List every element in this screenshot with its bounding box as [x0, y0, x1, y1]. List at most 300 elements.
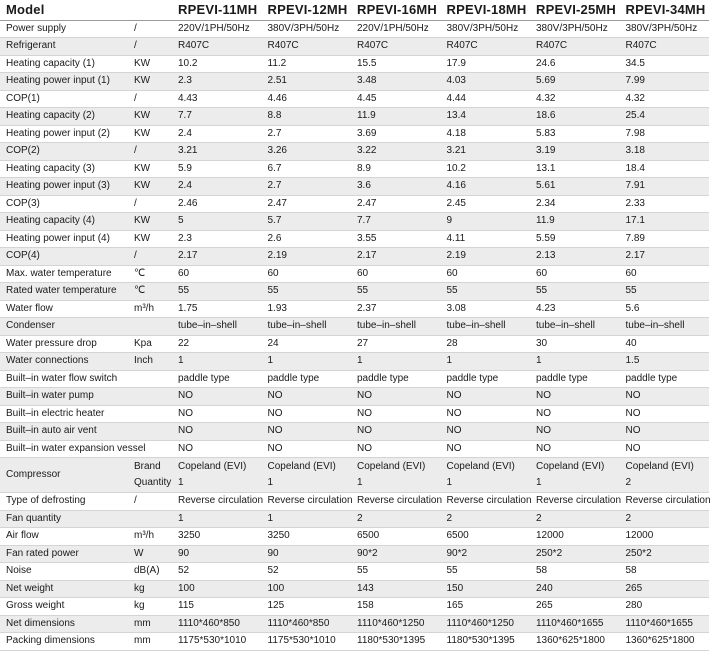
cell-value: NO — [351, 440, 441, 458]
cell-value: 2.13 — [530, 248, 620, 266]
table-row — [0, 528, 709, 546]
row-unit: m³/h — [128, 528, 172, 546]
cell-value: 60 — [172, 265, 262, 283]
row-unit: Kpa — [128, 335, 172, 353]
cell-value: 1.75 — [172, 300, 262, 318]
cell-value: Reverse circulation — [620, 493, 710, 511]
row-unit-brand: Brand — [134, 461, 161, 472]
cell-value: 380V/3PH/50Hz — [441, 20, 531, 38]
cell-value: 5.83 — [530, 125, 620, 143]
cell-value: 1110*460*1250 — [351, 615, 441, 633]
cell-value: Reverse circulation — [351, 493, 441, 511]
row-label: Heating power input (2) — [0, 125, 128, 143]
cell-value: NO — [262, 440, 352, 458]
cell-value: NO — [620, 405, 710, 423]
row-label: COP(4) — [0, 248, 128, 266]
cell-value: 240 — [530, 580, 620, 598]
row-label: Built–in auto air vent — [0, 423, 128, 441]
cell-value: 8.9 — [351, 160, 441, 178]
row-label: Net weight — [0, 580, 128, 598]
cell-value: NO — [441, 405, 531, 423]
cell-value: tube–in–shell — [441, 318, 531, 336]
cell-value: 1110*460*850 — [172, 615, 262, 633]
table-row — [0, 545, 709, 563]
cell-value: 2.37 — [351, 300, 441, 318]
cell-value: 4.23 — [530, 300, 620, 318]
cell-value: Reverse circulation — [172, 493, 262, 511]
cell-value-brand: Copeland (EVI) — [178, 461, 247, 472]
row-label: Fan quantity — [0, 510, 128, 528]
cell-value: 90*2 — [351, 545, 441, 563]
cell-value: 90 — [262, 545, 352, 563]
cell-value: 40 — [620, 335, 710, 353]
cell-value: paddle type — [351, 370, 441, 388]
cell-value: NO — [351, 405, 441, 423]
cell-value: 2 — [620, 510, 710, 528]
cell-value: 52 — [172, 563, 262, 581]
table-row — [0, 458, 709, 493]
cell-value: 1110*460*850 — [262, 615, 352, 633]
table-row — [0, 108, 709, 126]
cell-value: 1180*530*1395 — [441, 633, 531, 651]
cell-value: 5.6 — [620, 300, 710, 318]
cell-value: 2.3 — [172, 230, 262, 248]
cell-value: 90 — [172, 545, 262, 563]
cell-value: 5.61 — [530, 178, 620, 196]
cell-value: 2.7 — [262, 178, 352, 196]
cell-value: 3.48 — [351, 73, 441, 91]
cell-value: 55 — [262, 283, 352, 301]
cell-value: 250*2 — [620, 545, 710, 563]
cell-value: NO — [441, 423, 531, 441]
cell-value: 3.22 — [351, 143, 441, 161]
row-label: Heating capacity (4) — [0, 213, 128, 231]
cell-value: paddle type — [530, 370, 620, 388]
row-label: Packing dimensions — [0, 633, 128, 651]
cell-value: 55 — [172, 283, 262, 301]
cell-value: 34.5 — [620, 55, 710, 73]
cell-value: 22 — [172, 335, 262, 353]
row-unit: Inch — [128, 353, 172, 371]
cell-value: 18.6 — [530, 108, 620, 126]
cell-value: 4.11 — [441, 230, 531, 248]
cell-value-brand: Copeland (EVI) — [267, 461, 336, 472]
cell-value: 60 — [441, 265, 531, 283]
table-row — [0, 353, 709, 371]
row-unit: W — [128, 545, 172, 563]
row-label: Refrigerant — [0, 38, 128, 56]
model-column-header: RPEVI-18MH — [441, 0, 531, 20]
table-row — [0, 55, 709, 73]
table-row — [0, 20, 709, 38]
cell-value: 3.18 — [620, 143, 710, 161]
cell-value: NO — [441, 440, 531, 458]
row-unit: m³/h — [128, 300, 172, 318]
cell-value: 2.51 — [262, 73, 352, 91]
cell-value: tube–in–shell — [351, 318, 441, 336]
row-unit: KW — [128, 73, 172, 91]
row-unit — [128, 388, 172, 406]
cell-value: 2.4 — [172, 125, 262, 143]
cell-value: 11.2 — [262, 55, 352, 73]
cell-value: NO — [620, 388, 710, 406]
cell-value: NO — [530, 440, 620, 458]
row-unit: KW — [128, 108, 172, 126]
cell-value: NO — [172, 423, 262, 441]
row-unit: ℃ — [128, 265, 172, 283]
row-unit: mm — [128, 615, 172, 633]
table-row — [0, 90, 709, 108]
cell-value: 2 — [530, 510, 620, 528]
row-unit: kg — [128, 580, 172, 598]
cell-value: 280 — [620, 598, 710, 616]
cell-value: 3.55 — [351, 230, 441, 248]
cell-value: 7.91 — [620, 178, 710, 196]
cell-value-brand: Copeland (EVI) — [357, 461, 426, 472]
row-label: Rated water temperature — [0, 283, 128, 301]
table-row — [0, 213, 709, 231]
cell-value: 7.99 — [620, 73, 710, 91]
model-column-header: RPEVI-12MH — [262, 0, 352, 20]
cell-value-quantity: 1 — [357, 477, 363, 488]
cell-value: 10.2 — [441, 160, 531, 178]
cell-value: 2.4 — [172, 178, 262, 196]
cell-value: R407C — [351, 38, 441, 56]
row-label: Built–in water flow switch — [0, 370, 128, 388]
cell-value: 100 — [172, 580, 262, 598]
cell-value: 1360*625*1800 — [620, 633, 710, 651]
cell-value: 1.5 — [620, 353, 710, 371]
table-row — [0, 160, 709, 178]
cell-value: 12000 — [620, 528, 710, 546]
cell-value: 250*2 — [530, 545, 620, 563]
cell-value: 380V/3PH/50Hz — [530, 20, 620, 38]
row-unit: KW — [128, 160, 172, 178]
row-label: Water connections — [0, 353, 128, 371]
cell-value: 2.46 — [172, 195, 262, 213]
cell-value: 2.17 — [351, 248, 441, 266]
header-row — [0, 0, 709, 20]
cell-value: 265 — [620, 580, 710, 598]
cell-value: 90*2 — [441, 545, 531, 563]
cell-value: NO — [351, 423, 441, 441]
cell-value: 4.44 — [441, 90, 531, 108]
cell-value: 13.4 — [441, 108, 531, 126]
row-unit — [128, 370, 172, 388]
table-row — [0, 283, 709, 301]
cell-value: Reverse circulation — [530, 493, 620, 511]
table-row — [0, 440, 709, 458]
row-label: Condenser — [0, 318, 128, 336]
cell-value: 5.59 — [530, 230, 620, 248]
cell-value — [441, 458, 531, 493]
cell-value: 125 — [262, 598, 352, 616]
cell-value: NO — [262, 423, 352, 441]
cell-value: 60 — [262, 265, 352, 283]
row-unit: / — [128, 248, 172, 266]
cell-value: 1 — [172, 510, 262, 528]
cell-value: NO — [530, 388, 620, 406]
cell-value: 143 — [351, 580, 441, 598]
cell-value: 3250 — [262, 528, 352, 546]
cell-value: NO — [172, 440, 262, 458]
cell-value: 2.45 — [441, 195, 531, 213]
cell-value: 12000 — [530, 528, 620, 546]
row-unit: / — [128, 90, 172, 108]
row-label: Built–in water pump — [0, 388, 128, 406]
cell-value: 2 — [441, 510, 531, 528]
cell-value: paddle type — [172, 370, 262, 388]
cell-value: 165 — [441, 598, 531, 616]
cell-value — [620, 458, 710, 493]
cell-value: 28 — [441, 335, 531, 353]
row-unit: mm — [128, 633, 172, 651]
row-label: Built–in electric heater — [0, 405, 128, 423]
cell-value: 100 — [262, 580, 352, 598]
cell-value: 3.19 — [530, 143, 620, 161]
cell-value: 58 — [620, 563, 710, 581]
table-row — [0, 388, 709, 406]
cell-value: 5.9 — [172, 160, 262, 178]
row-unit: KW — [128, 178, 172, 196]
cell-value: R407C — [620, 38, 710, 56]
cell-value: 4.45 — [351, 90, 441, 108]
cell-value: 2.33 — [620, 195, 710, 213]
cell-value: 1 — [262, 510, 352, 528]
cell-value: 30 — [530, 335, 620, 353]
cell-value: NO — [620, 440, 710, 458]
cell-value: 2.19 — [262, 248, 352, 266]
cell-value: 115 — [172, 598, 262, 616]
cell-value: 3.21 — [172, 143, 262, 161]
row-label: Type of defrosting — [0, 493, 128, 511]
cell-value: 24 — [262, 335, 352, 353]
cell-value: NO — [172, 388, 262, 406]
row-unit: / — [128, 143, 172, 161]
cell-value: 1360*625*1800 — [530, 633, 620, 651]
cell-value: 10.2 — [172, 55, 262, 73]
cell-value: 380V/3PH/50Hz — [262, 20, 352, 38]
row-unit: KW — [128, 55, 172, 73]
row-unit-quantity: Quantity — [134, 477, 172, 488]
cell-value — [530, 458, 620, 493]
cell-value: tube–in–shell — [620, 318, 710, 336]
table-row — [0, 178, 709, 196]
cell-value: 2.17 — [620, 248, 710, 266]
table-row — [0, 580, 709, 598]
cell-value: 60 — [351, 265, 441, 283]
cell-value: paddle type — [620, 370, 710, 388]
cell-value: 7.7 — [172, 108, 262, 126]
model-column-header: RPEVI-16MH — [351, 0, 441, 20]
cell-value: tube–in–shell — [530, 318, 620, 336]
row-label: Air flow — [0, 528, 128, 546]
cell-value-brand: Copeland (EVI) — [446, 461, 515, 472]
cell-value: 25.4 — [620, 108, 710, 126]
cell-value: 60 — [530, 265, 620, 283]
row-unit: / — [128, 38, 172, 56]
cell-value: 13.1 — [530, 160, 620, 178]
table-row — [0, 633, 709, 651]
cell-value: 17.9 — [441, 55, 531, 73]
row-unit: kg — [128, 598, 172, 616]
row-label: Net dimensions — [0, 615, 128, 633]
cell-value: 18.4 — [620, 160, 710, 178]
cell-value: 11.9 — [530, 213, 620, 231]
row-label: Power supply — [0, 20, 128, 38]
cell-value: 60 — [620, 265, 710, 283]
cell-value: NO — [530, 423, 620, 441]
cell-value: 2.19 — [441, 248, 531, 266]
cell-value: 6500 — [441, 528, 531, 546]
table-row — [0, 598, 709, 616]
cell-value: 58 — [530, 563, 620, 581]
table-row — [0, 615, 709, 633]
cell-value: 4.18 — [441, 125, 531, 143]
row-label: Heating power input (3) — [0, 178, 128, 196]
cell-value: NO — [441, 388, 531, 406]
cell-value: 7.89 — [620, 230, 710, 248]
table-row — [0, 265, 709, 283]
cell-value-quantity: 2 — [625, 477, 632, 488]
cell-value: 15.5 — [351, 55, 441, 73]
cell-value: 6.7 — [262, 160, 352, 178]
cell-value: 3.26 — [262, 143, 352, 161]
cell-value: 3.69 — [351, 125, 441, 143]
unit-header — [128, 0, 172, 20]
cell-value: 55 — [351, 563, 441, 581]
cell-value: NO — [262, 405, 352, 423]
cell-value — [351, 458, 441, 493]
cell-value: 11.9 — [351, 108, 441, 126]
row-label: Heating capacity (1) — [0, 55, 128, 73]
cell-value: 4.46 — [262, 90, 352, 108]
row-unit — [128, 318, 172, 336]
cell-value-brand: Copeland (EVI) — [536, 461, 605, 472]
cell-value: Reverse circulation — [262, 493, 352, 511]
cell-value: 1.93 — [262, 300, 352, 318]
table-row — [0, 318, 709, 336]
cell-value: 220V/1PH/50Hz — [351, 20, 441, 38]
cell-value: NO — [530, 405, 620, 423]
row-unit — [128, 405, 172, 423]
cell-value: 55 — [351, 283, 441, 301]
cell-value: 1110*460*1655 — [620, 615, 710, 633]
table-row — [0, 125, 709, 143]
cell-value: 4.03 — [441, 73, 531, 91]
cell-value: 3250 — [172, 528, 262, 546]
cell-value: R407C — [441, 38, 531, 56]
cell-value: R407C — [262, 38, 352, 56]
cell-value: 55 — [620, 283, 710, 301]
table-row — [0, 230, 709, 248]
cell-value: 5 — [172, 213, 262, 231]
cell-value: 2.6 — [262, 230, 352, 248]
table-row — [0, 493, 709, 511]
cell-value: 158 — [351, 598, 441, 616]
row-label: Fan rated power — [0, 545, 128, 563]
cell-value: 1110*460*1655 — [530, 615, 620, 633]
cell-value-brand: Copeland (EVI) — [625, 461, 694, 472]
cell-value: 27 — [351, 335, 441, 353]
cell-value-quantity: 1 — [446, 477, 453, 488]
cell-value: paddle type — [441, 370, 531, 388]
cell-value: 2 — [351, 510, 441, 528]
cell-value: 2.47 — [351, 195, 441, 213]
cell-value: 4.43 — [172, 90, 262, 108]
cell-value: 4.16 — [441, 178, 531, 196]
table-row — [0, 38, 709, 56]
cell-value: 1110*460*1250 — [441, 615, 531, 633]
cell-value: 7.98 — [620, 125, 710, 143]
table-row — [0, 370, 709, 388]
cell-value: 2.47 — [262, 195, 352, 213]
row-label: Built–in water expansion vessel — [0, 440, 128, 458]
cell-value: 55 — [530, 283, 620, 301]
row-label: COP(3) — [0, 195, 128, 213]
cell-value: paddle type — [262, 370, 352, 388]
row-label: Max. water temperature — [0, 265, 128, 283]
table-row — [0, 73, 709, 91]
cell-value: tube–in–shell — [172, 318, 262, 336]
row-label: Water flow — [0, 300, 128, 318]
cell-value: tube–in–shell — [262, 318, 352, 336]
row-unit: KW — [128, 230, 172, 248]
model-header: Model — [0, 0, 128, 20]
cell-value: Reverse circulation — [441, 493, 531, 511]
table-row — [0, 300, 709, 318]
cell-value: 6500 — [351, 528, 441, 546]
cell-value: 9 — [441, 213, 531, 231]
row-label: Heating capacity (2) — [0, 108, 128, 126]
cell-value — [262, 458, 352, 493]
cell-value: 1 — [351, 353, 441, 371]
cell-value: 17.1 — [620, 213, 710, 231]
cell-value: 1180*530*1395 — [351, 633, 441, 651]
row-unit: ℃ — [128, 283, 172, 301]
row-unit — [128, 458, 172, 493]
cell-value: 2.7 — [262, 125, 352, 143]
cell-value: 8.8 — [262, 108, 352, 126]
model-column-header: RPEVI-34MH — [620, 0, 710, 20]
table-row — [0, 143, 709, 161]
table-row — [0, 195, 709, 213]
row-unit: / — [128, 20, 172, 38]
table-row — [0, 248, 709, 266]
row-label: Heating capacity (3) — [0, 160, 128, 178]
cell-value: 55 — [441, 563, 531, 581]
cell-value: 5.69 — [530, 73, 620, 91]
cell-value: 3.21 — [441, 143, 531, 161]
cell-value-quantity: 1 — [178, 477, 184, 488]
cell-value: 2.17 — [172, 248, 262, 266]
row-label: COP(1) — [0, 90, 128, 108]
row-unit: KW — [128, 125, 172, 143]
cell-value: 52 — [262, 563, 352, 581]
cell-value: 1175*530*1010 — [262, 633, 352, 651]
row-unit: KW — [128, 213, 172, 231]
row-unit: / — [128, 195, 172, 213]
table-row — [0, 405, 709, 423]
cell-value: R407C — [530, 38, 620, 56]
cell-value — [172, 458, 262, 493]
table-row — [0, 423, 709, 441]
row-unit — [128, 423, 172, 441]
cell-value: NO — [351, 388, 441, 406]
cell-value: R407C — [172, 38, 262, 56]
cell-value: 150 — [441, 580, 531, 598]
cell-value-quantity: 1 — [267, 477, 274, 488]
